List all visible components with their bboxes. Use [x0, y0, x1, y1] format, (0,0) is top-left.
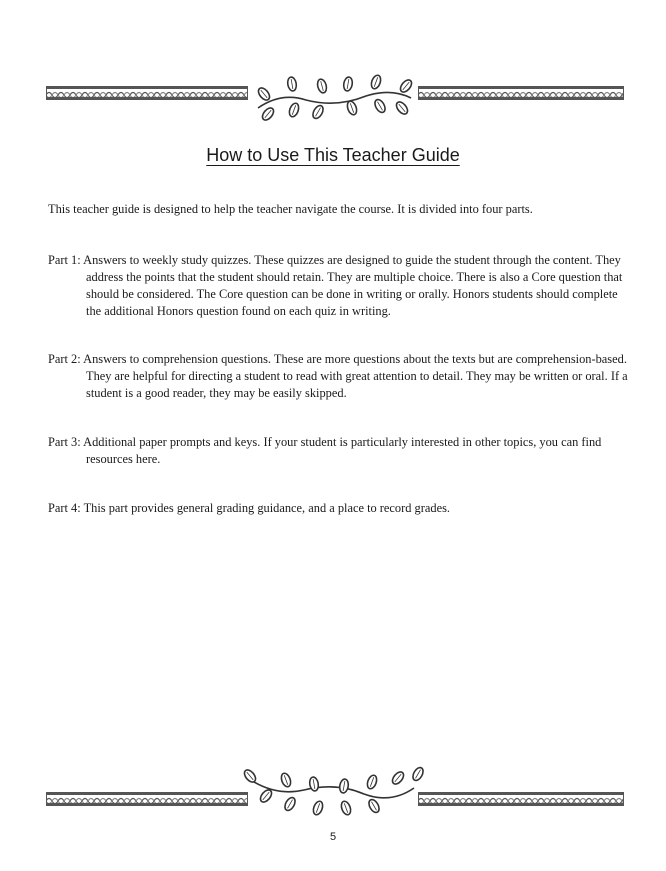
- bottom-laurel-border: [46, 766, 624, 818]
- guide-content: [48, 201, 628, 515]
- part-1-text: Answers to weekly study quizzes. These quizzes are designed to guide the student through the content. They address the points that the student should retain. They are multiple choice. There is also a Core question that should be considered. The Core question can be done in writing or orally. Honors students should complete the additional Honors question found on each quiz in writing.: [83, 253, 623, 318]
- part-3-text: Additional paper prompts and keys. If your student is particularly interested in other topics, you can find resources here.: [83, 435, 602, 466]
- part-2-text: Answers to comprehension questions. These are more questions about the texts but are comprehension-based. They are helpful for directing a student to read with great attention to detail. They may be written or oral. If a student is a good reader, they may be easily skipped.: [83, 352, 628, 400]
- part-4-text: This part provides general grading guidance, and a place to record grades.: [83, 501, 450, 515]
- page-title-text: How to Use This Teacher Guide: [206, 145, 460, 165]
- part-1-label: Part 1:: [48, 253, 81, 267]
- part-2-label: Part 2:: [48, 352, 81, 366]
- part-3-label: Part 3:: [48, 435, 81, 449]
- intro-paragraph: This teacher guide is designed to help the teacher navigate the course. It is divided into four parts.: [48, 202, 533, 216]
- part-3-paragraph: [48, 434, 628, 468]
- laurel-border-icon: [46, 70, 624, 122]
- part-1-paragraph: [48, 252, 628, 320]
- part-4-label: Part 4:: [48, 501, 81, 515]
- laurel-border-icon: [46, 766, 624, 818]
- page-number: 5: [329, 831, 337, 843]
- part-2-paragraph: [48, 351, 628, 402]
- part-4-paragraph: [48, 500, 628, 517]
- page-title: [0, 145, 666, 166]
- top-laurel-border: [46, 70, 624, 122]
